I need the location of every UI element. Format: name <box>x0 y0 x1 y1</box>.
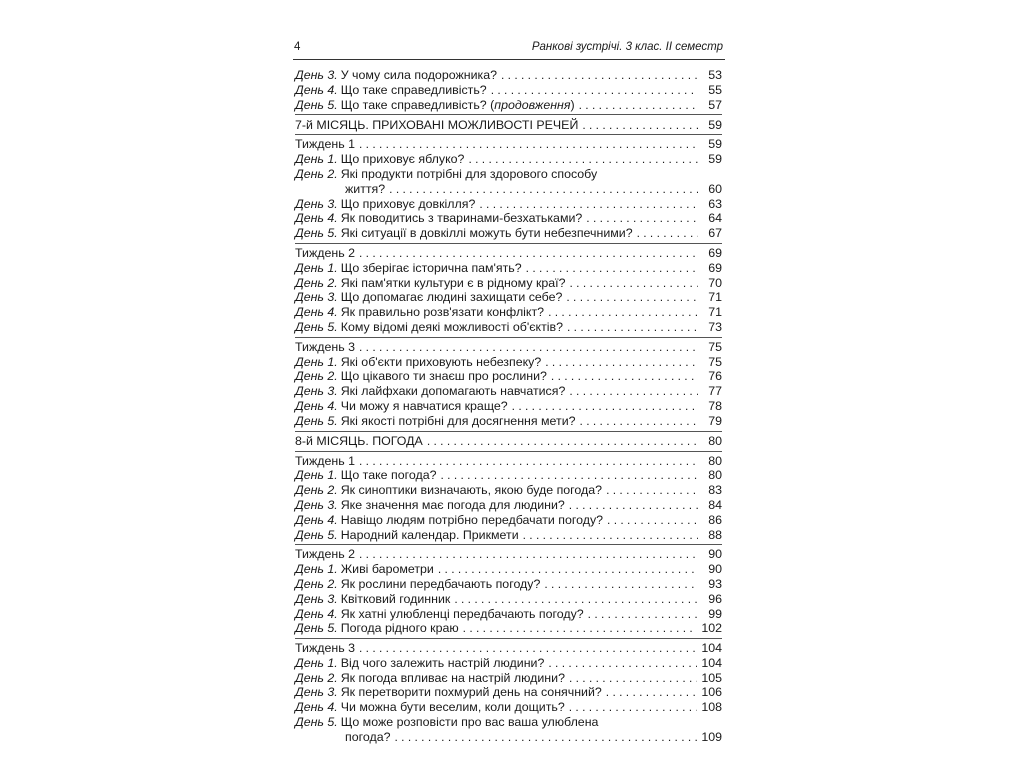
month-heading <box>295 434 722 449</box>
leader-dots <box>582 118 698 133</box>
entry-page: 99 <box>708 606 722 621</box>
toc-entry <box>295 226 722 241</box>
entry-page: 60 <box>708 181 722 196</box>
week-title: Тиждень 2 <box>295 547 355 562</box>
leader-dots <box>570 276 698 291</box>
entry-title: Що допомагає людині захищати себе? <box>340 290 563 305</box>
entry-page: 104 <box>701 655 722 670</box>
entry-title-continued: життя? <box>345 181 386 196</box>
toc-entry <box>295 305 722 320</box>
entry-page: 57 <box>708 97 722 112</box>
leader-dots <box>548 656 697 671</box>
entry-title: Які якості потрібні для досягнення мети? <box>340 413 576 428</box>
week-title: Тиждень 1 <box>295 137 355 152</box>
day-label: День 3. <box>295 685 338 700</box>
leader-dots <box>501 68 698 83</box>
week-title: Тиждень 1 <box>295 453 355 468</box>
leader-dots <box>551 369 698 384</box>
day-label: День 4. <box>295 211 338 226</box>
leader-dots <box>359 137 698 152</box>
entry-page: 108 <box>701 700 722 715</box>
day-label: День 1. <box>295 468 338 483</box>
toc-entry-continuation <box>295 182 722 197</box>
day-label: День 1. <box>295 655 338 670</box>
leader-dots <box>588 607 698 622</box>
leader-dots <box>394 730 697 745</box>
toc-entry <box>295 528 722 543</box>
entry-title: Що таке справедливість? <box>340 82 487 97</box>
entry-page: 88 <box>708 527 722 542</box>
entry-title: Чи можна бути веселим, коли дощить? <box>340 700 565 715</box>
leader-dots <box>359 641 697 656</box>
day-label: День 3. <box>295 497 338 512</box>
entry-title: Що приховує яблуко? <box>340 152 465 167</box>
section-divider <box>295 544 722 545</box>
month-title: 7-й МІСЯЦЬ. ПРИХОВАНІ МОЖЛИВОСТІ РЕЧЕЙ <box>295 117 579 132</box>
section-divider <box>295 114 722 115</box>
toc-entry <box>295 197 722 212</box>
entry-title: У чому сила подорожника? <box>340 68 497 82</box>
day-label: День 2. <box>295 576 338 591</box>
day-label: День 5. <box>295 226 338 241</box>
entry-title-continued: погода? <box>345 729 391 744</box>
day-label: День 3. <box>295 290 338 305</box>
toc-entry <box>295 562 722 577</box>
leader-dots <box>389 182 698 197</box>
day-label: День 1. <box>295 152 338 167</box>
leader-dots <box>548 305 698 320</box>
leader-dots <box>491 83 698 98</box>
week-title: Тиждень 2 <box>295 245 355 260</box>
week-heading <box>295 641 722 656</box>
entry-page: 80 <box>708 468 722 483</box>
entry-title-tail: ) <box>570 97 575 112</box>
entry-page: 70 <box>708 275 722 290</box>
toc-entry-continuation <box>295 730 722 745</box>
entry-page: 55 <box>708 82 722 97</box>
entry-page: 96 <box>708 591 722 606</box>
toc-entry <box>295 276 722 291</box>
toc-entry <box>295 68 722 83</box>
leader-dots <box>606 685 698 700</box>
toc-entry <box>295 577 722 592</box>
entry-title: Як хатні улюбленці передбачають погоду? <box>340 606 584 621</box>
day-label: День 2. <box>295 483 338 498</box>
entry-page: 59 <box>708 137 722 152</box>
day-label: День 5. <box>295 527 338 542</box>
entry-page: 105 <box>701 670 722 685</box>
leader-dots <box>569 384 698 399</box>
entry-page: 71 <box>708 305 722 320</box>
entry-page: 71 <box>708 290 722 305</box>
entry-title: Як синоптики визначають, якою буде погода? <box>340 483 603 498</box>
entry-title: Що може розповісти про вас ваша улюблена <box>340 715 599 730</box>
leader-dots <box>637 226 698 241</box>
toc-entry <box>295 152 722 167</box>
day-label: День 2. <box>295 670 338 685</box>
day-label: День 4. <box>295 305 338 320</box>
week-heading <box>295 547 722 562</box>
toc-entry <box>295 320 722 335</box>
day-label: День 2. <box>295 275 338 290</box>
entry-title: Як перетворити похмурий день на сонячний? <box>340 685 602 700</box>
day-label: День 5. <box>295 413 338 428</box>
toc-entry <box>295 399 722 414</box>
toc-entry <box>295 592 722 607</box>
day-label: День 3. <box>295 196 338 211</box>
leader-dots <box>569 498 698 513</box>
entry-title: Як рослини передбачають погоду? <box>340 576 541 591</box>
toc-entry <box>295 671 722 686</box>
entry-page: 102 <box>701 621 722 636</box>
book-page <box>293 40 725 744</box>
leader-dots <box>586 211 698 226</box>
entry-page: 109 <box>701 729 722 744</box>
leader-dots <box>359 246 698 261</box>
leader-dots <box>427 434 698 449</box>
leader-dots <box>359 454 698 469</box>
leader-dots <box>359 340 698 355</box>
leader-dots <box>463 621 698 636</box>
toc-entry <box>295 483 722 498</box>
toc-entry <box>295 355 722 370</box>
entry-page: 90 <box>708 547 722 562</box>
entry-title: Що зберігає історична пам'ять? <box>340 260 522 275</box>
week-heading <box>295 137 722 152</box>
entry-page: 78 <box>708 398 722 413</box>
day-label: День 2. <box>295 166 338 181</box>
entry-page: 90 <box>708 562 722 577</box>
entry-title: Навіщо людям потрібно передбачати погоду? <box>340 512 604 527</box>
leader-dots <box>440 468 698 483</box>
leader-dots <box>569 671 697 686</box>
toc-entry <box>295 211 722 226</box>
entry-title: Яке значення має погода для людини? <box>340 497 565 512</box>
leader-dots <box>454 592 698 607</box>
toc-entry <box>295 261 722 276</box>
section-divider <box>295 134 722 135</box>
day-label: День 1. <box>295 354 338 369</box>
leader-dots <box>468 152 698 167</box>
toc-entry <box>295 498 722 513</box>
leader-dots <box>545 355 698 370</box>
page-number: 4 <box>294 41 301 53</box>
day-label: День 5. <box>295 621 338 636</box>
toc-entry <box>295 384 722 399</box>
toc-entry <box>295 513 722 528</box>
week-title: Тиждень 3 <box>295 339 355 354</box>
toc-entry <box>295 685 722 700</box>
entry-page: 84 <box>708 497 722 512</box>
leader-dots <box>569 700 698 715</box>
leader-dots <box>566 290 698 305</box>
leader-dots <box>479 197 698 212</box>
toc-entry <box>295 290 722 305</box>
toc-entry <box>295 700 722 715</box>
entry-page: 79 <box>708 413 722 428</box>
entry-title: Кому відомі деякі можливості об'єктів? <box>340 319 564 334</box>
entry-title: Як правильно розв'язати конфлікт? <box>340 305 545 320</box>
day-label: День 1. <box>295 562 338 577</box>
toc-entry <box>295 83 722 98</box>
toc-entry <box>295 468 722 483</box>
toc-entry <box>295 656 722 671</box>
leader-dots <box>359 547 698 562</box>
entry-page: 69 <box>708 245 722 260</box>
day-label: День 4. <box>295 512 338 527</box>
toc-entry <box>295 414 722 429</box>
leader-dots <box>579 98 698 113</box>
day-label: День 3. <box>295 384 338 399</box>
month-heading <box>295 117 722 132</box>
day-label: День 4. <box>295 700 338 715</box>
month-title: 8-й МІСЯЦЬ. ПОГОДА <box>295 433 423 448</box>
day-label: День 5. <box>295 97 338 112</box>
toc-entry <box>295 369 722 384</box>
entry-page: 59 <box>708 152 722 167</box>
entry-page: 67 <box>708 226 722 241</box>
entry-title: Які пам'ятки культури є в рідному краї? <box>340 275 566 290</box>
entry-title: Що таке погода? <box>340 468 437 483</box>
toc-entry <box>295 607 722 622</box>
leader-dots <box>512 399 698 414</box>
entry-title: Які лайфхаки допомагають навчатися? <box>340 384 566 399</box>
entry-page: 93 <box>708 576 722 591</box>
leader-dots <box>526 261 698 276</box>
toc-entry <box>295 621 722 636</box>
entry-page: 83 <box>708 483 722 498</box>
entry-title: Що приховує довкілля? <box>340 196 476 211</box>
table-of-contents <box>295 68 722 745</box>
day-label: День 5. <box>295 715 338 730</box>
entry-page: 76 <box>708 369 722 384</box>
day-label: День 4. <box>295 398 338 413</box>
entry-title: Як поводитись з тваринами-безхатьками? <box>340 211 583 226</box>
day-label: День 1. <box>295 260 338 275</box>
leader-dots <box>523 528 698 543</box>
day-label: День 5. <box>295 319 338 334</box>
leader-dots <box>607 513 698 528</box>
entry-page: 64 <box>708 211 722 226</box>
section-divider <box>295 638 722 639</box>
entry-title: Як погода впливає на настрій людини? <box>340 670 565 685</box>
day-label: День 4. <box>295 606 338 621</box>
toc-entry <box>295 98 722 113</box>
section-divider <box>295 451 722 452</box>
day-label: День 3. <box>295 591 338 606</box>
entry-title: Які продукти потрібні для здорового способу <box>340 166 598 181</box>
running-title: Ранкові зустрічі. 3 клас. ІІ семестр <box>531 41 723 53</box>
entry-title: Чи можу я навчатися краще? <box>340 398 508 413</box>
entry-page: 86 <box>708 512 722 527</box>
entry-page: 59 <box>708 117 722 132</box>
entry-page: 104 <box>701 641 722 656</box>
entry-title: Що цікавого ти знаєш про рослини? <box>340 369 547 384</box>
toc-entry <box>295 715 722 730</box>
leader-dots <box>580 414 698 429</box>
entry-page: 77 <box>708 384 722 399</box>
day-label: День 4. <box>295 82 338 97</box>
week-title: Тиждень 3 <box>295 641 355 656</box>
entry-page: 106 <box>701 685 722 700</box>
entry-title: Народний календар. Прикмети <box>340 527 519 542</box>
section-divider <box>295 243 722 244</box>
entry-title: Які ситуації в довкіллі можуть бути небезпечними? <box>340 226 633 241</box>
entry-page: 63 <box>708 196 722 211</box>
leader-dots <box>438 562 698 577</box>
leader-dots <box>567 320 698 335</box>
entry-page: 75 <box>708 354 722 369</box>
leader-dots <box>544 577 698 592</box>
entry-title: Квітковий годинник <box>340 591 451 606</box>
day-label: День 2. <box>295 369 338 384</box>
entry-title: Від чого залежить настрій людини? <box>340 655 545 670</box>
leader-dots <box>606 483 698 498</box>
entry-page: 80 <box>708 433 722 448</box>
toc-entry <box>295 167 722 182</box>
entry-title: Погода рідного краю <box>340 621 459 636</box>
section-divider <box>295 337 722 338</box>
entry-page: 53 <box>708 68 722 82</box>
entry-page: 80 <box>708 453 722 468</box>
day-label: День 3. <box>295 68 338 82</box>
entry-page: 69 <box>708 260 722 275</box>
entry-page: 75 <box>708 339 722 354</box>
page-header <box>293 40 725 56</box>
entry-title: Які об'єкти приховують небезпеку? <box>340 354 542 369</box>
entry-title: Що таке справедливість? ( <box>340 97 495 112</box>
entry-page: 73 <box>708 319 722 334</box>
entry-title: Живі барометри <box>340 562 434 577</box>
section-divider <box>295 431 722 432</box>
week-heading <box>295 340 722 355</box>
week-heading <box>295 454 722 469</box>
week-heading <box>295 246 722 261</box>
entry-title-italic: продовження <box>494 97 571 112</box>
header-rule <box>293 59 725 60</box>
